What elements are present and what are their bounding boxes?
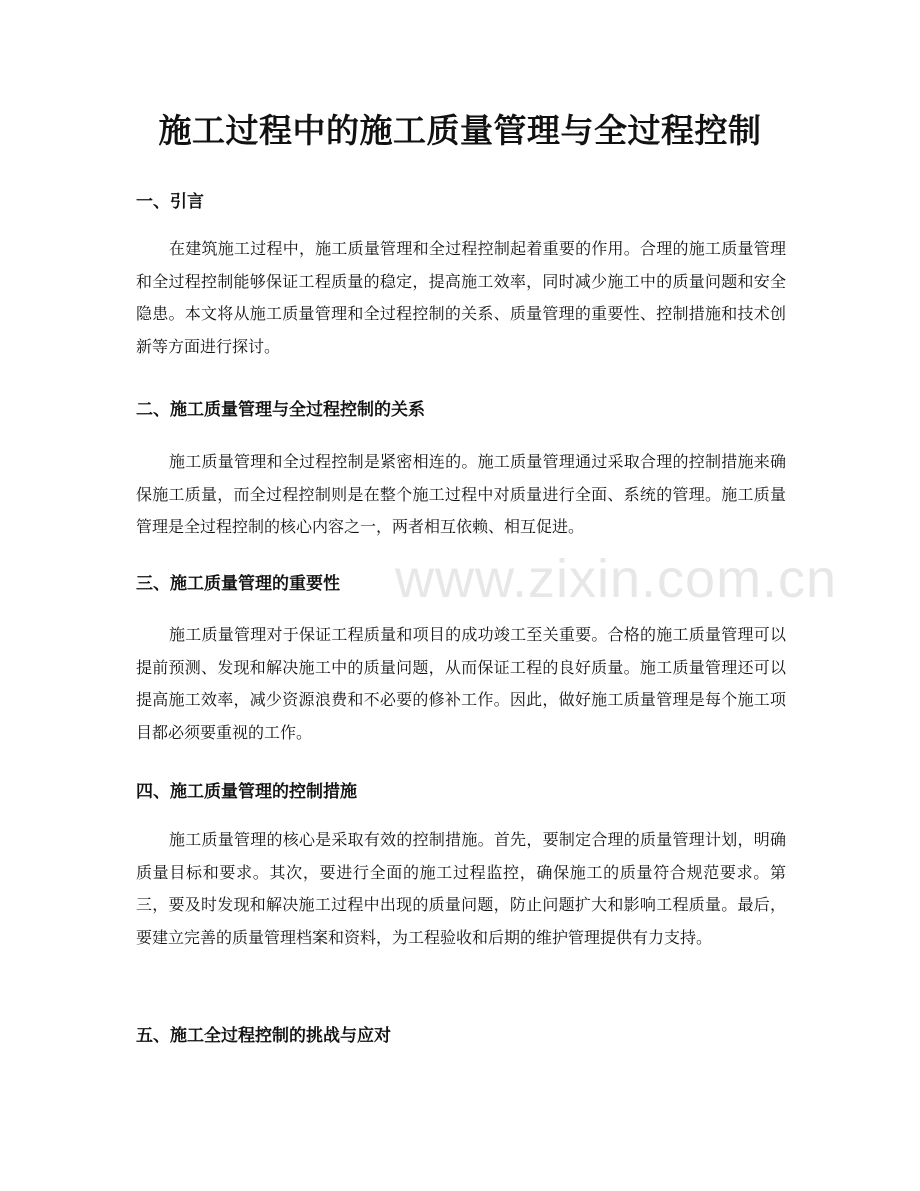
- section-heading-introduction: 一、引言: [136, 192, 204, 212]
- watermark-text: www.zixin.com.cn: [395, 549, 838, 609]
- section-heading-importance: 三、施工质量管理的重要性: [136, 574, 340, 594]
- section-heading-relationship: 二、施工质量管理与全过程控制的关系: [136, 400, 425, 420]
- section-paragraph-relationship: 施工质量管理和全过程控制是紧密相连的。施工质量管理通过采取合理的控制措施来确保施工质量，而全过程控制则是在整个施工过程中对质量进行全面、系统的管理。施工质量管理是全过程控制的核心内容之一，两者相互依赖、相互促进。: [136, 452, 786, 537]
- document-title: 施工过程中的施工质量管理与全过程控制: [158, 111, 762, 150]
- section-heading-challenges: 五、施工全过程控制的挑战与应对: [136, 1026, 391, 1046]
- section-paragraph-importance: 施工质量管理对于保证工程质量和项目的成功竣工至关重要。合格的施工质量管理可以提前预测、发现和解决施工中的质量问题，从而保证工程的良好质量。施工质量管理还可以提高施工效率，减少资源浪费和不必要的修补工作。因此，做好施工质量管理是每个施工项目都必须要重视的工作。: [136, 625, 786, 742]
- section-heading-control-measures: 四、施工质量管理的控制措施: [136, 782, 357, 802]
- section-paragraph-control-measures: 施工质量管理的核心是采取有效的控制措施。首先，要制定合理的质量管理计划，明确质量目标和要求。其次，要进行全面的施工过程监控，确保施工的质量符合规范要求。第三，要及时发现和解决施工过程中出现的质量问题，防止问题扩大和影响工程质量。最后，要建立完善的质量管理档案和资料，为工程验收和后期的维护管理提供有力支持。: [136, 830, 786, 947]
- section-paragraph-introduction: 在建筑施工过程中，施工质量管理和全过程控制起着重要的作用。合理的施工质量管理和全过程控制能够保证工程质量的稳定，提高施工效率，同时减少施工中的质量问题和安全隐患。本文将从施工质量管理和全过程控制的关系、质量管理的重要性、控制措施和技术创新等方面进行探讨。: [136, 239, 786, 356]
